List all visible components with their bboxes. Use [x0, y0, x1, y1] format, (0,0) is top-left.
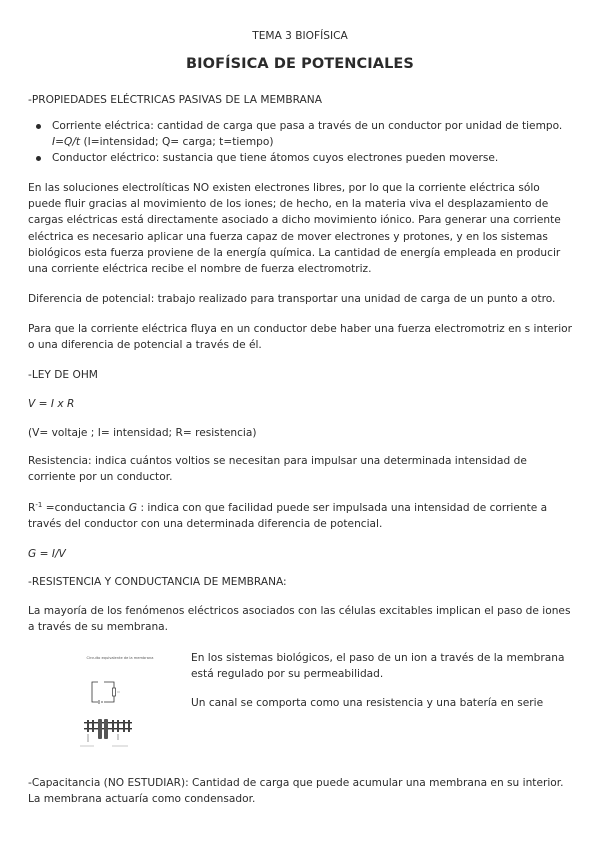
bullet-note: (I=intensidad; Q= carga; t=tiempo)	[83, 136, 274, 149]
formula-ohm	[28, 396, 576, 412]
figure-caption: Circuito equivalente de la membrana	[86, 656, 154, 660]
circuit-diagram-icon	[74, 656, 166, 752]
conductance-label: =conductancia	[42, 502, 126, 514]
paragraph-fenomenos: La mayoría de los fenómenos eléctricos asociados con las células excitables implican el paso de iones a través de su membrana.	[28, 605, 571, 634]
page-header: TEMA 3 BIOFÍSICA	[252, 30, 348, 42]
page-title: BIOFÍSICA DE POTENCIALES	[186, 56, 414, 72]
paragraph-canal: Un canal se comporta como una resistencia y una batería en serie	[191, 697, 544, 709]
resistance-symbol: R	[28, 502, 36, 514]
paragraph-permeabilidad: En los sistemas biológicos, el paso de un ion a través de la membrana está regulado por su permeabilidad.	[191, 652, 565, 681]
membrane-circuit-figure	[74, 656, 166, 752]
paragraph-electroliticas: En las soluciones electrolíticas NO existen electrones libres, por lo que la corriente eléctrica sólo puede fluir gracias al movimiento de los iones; de hecho, en la materia viva el desplazamiento de cargas eléctricas está directamente asociado a dicho movimiento iónico. Para generar una corriente eléctrica es necesario aplicar una fuerza capaz de mover electrones y protones, y en los sistemas biológicos esta fuerza proviene de la energía química. La cantidad de energía empleada en producir una corriente eléctrica recibe el nombre de fuerza electromotriz.	[28, 182, 561, 276]
bullet-list	[28, 118, 576, 167]
conductance-description: : indica con que facilidad puede ser impulsada una intensidad de corriente a través del conductor con una determinada diferencia de potencial.	[28, 502, 548, 531]
paragraph-diferencia-potencial: Diferencia de potencial: trabajo realizado para transportar una unidad de carga de un punto a otro.	[28, 293, 556, 305]
paragraph-conductancia	[28, 500, 576, 532]
bullet-text: Corriente eléctrica: cantidad de carga que pasa a través de un conductor por unidad de tiempo.	[52, 120, 563, 132]
paragraph-corriente-fluya: Para que la corriente eléctrica fluya en un conductor debe haber una fuerza electromotriz en s interior o una diferencia de potencial a través de él.	[28, 323, 573, 352]
formula-text: V = I x R	[28, 398, 75, 410]
formula-text: G = I/V	[28, 548, 66, 560]
bullet-text: Conductor eléctrico: sustancia que tiene átomos cuyos electrones pueden moverse.	[52, 152, 499, 165]
list-item	[28, 150, 576, 166]
list-item	[28, 118, 576, 150]
section-heading-ley-ohm: -LEY DE OHM	[28, 369, 98, 381]
formula-inline: I=Q/t	[52, 136, 81, 149]
paragraph-resistencia: Resistencia: indica cuántos voltios se necesitan para impulsar una determinada intensidad de corriente por un conductor.	[28, 455, 527, 484]
section-heading-propiedades: -PROPIEDADES ELÉCTRICAS PASIVAS DE LA MEMBRANA	[28, 94, 322, 106]
conductance-symbol: G	[128, 502, 138, 514]
formula-conductancia	[28, 546, 576, 562]
section-heading-resistencia-membrana: -RESISTENCIA Y CONDUCTANCIA DE MEMBRANA:	[28, 576, 287, 588]
ohm-legend: (V= voltaje ; I= intensidad; R= resistencia)	[28, 427, 257, 439]
paragraph-capacitancia: -Capacitancia (NO ESTUDIAR): Cantidad de carga que puede acumular una membrana en su interior. La membrana actuaría como condensador.	[28, 777, 564, 806]
exponent: -1	[35, 501, 43, 509]
